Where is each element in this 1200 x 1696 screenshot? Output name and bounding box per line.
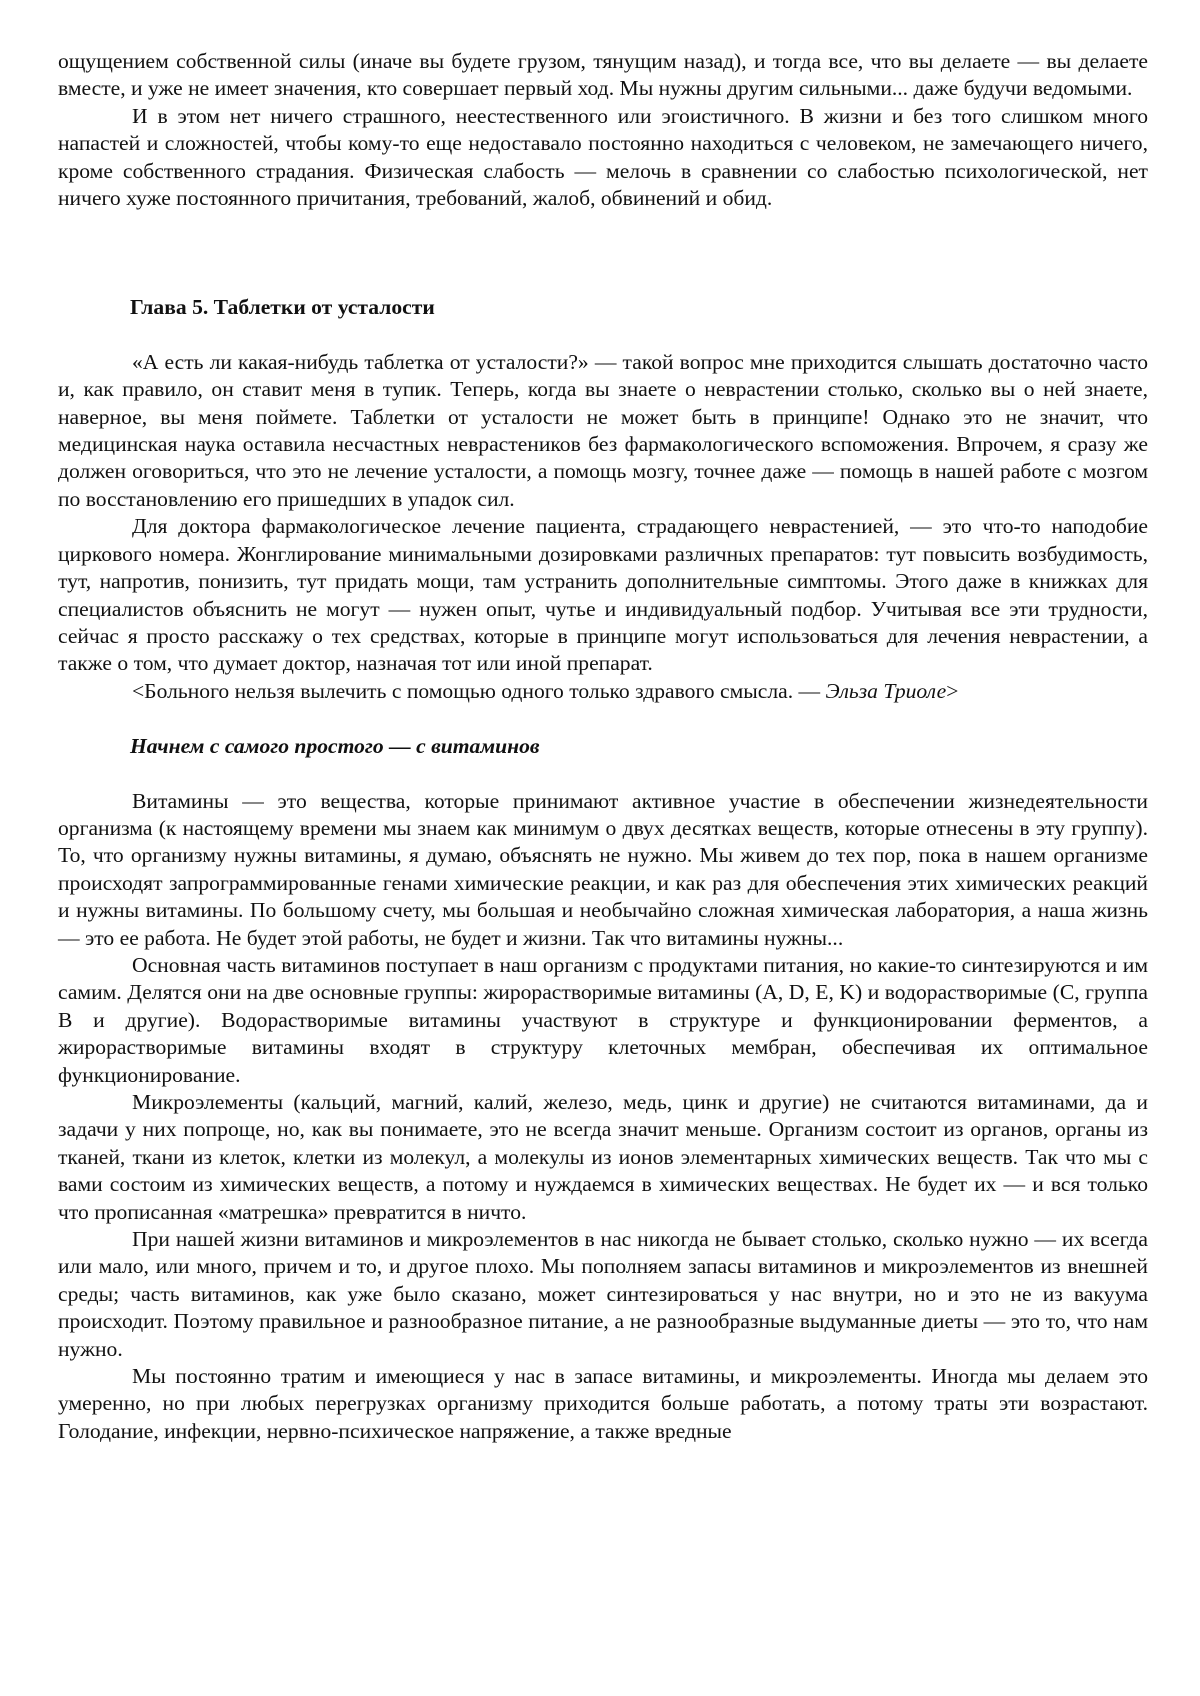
- epigraph-close: >: [946, 678, 959, 703]
- section-paragraph-4: При нашей жизни витаминов и микроэлементов в нас никогда не бывает столько, сколько нужно — их всегда или мало, или много, причем и то, и другое плохо. Мы пополняем запасы витаминов и микроэлементов из внешней среды; часть витаминов, как уже было сказано, может синтезироваться у нас внутри, но и это не из вакуума происходит. Поэтому правильное и разнообразное питание, а не разнообразные выдуманные диеты — это то, что нам нужно.: [58, 1227, 1148, 1361]
- section-title: Начнем с самого простого — с витаминов: [130, 734, 540, 759]
- chapter-paragraph-1: «А есть ли какая-нибудь таблетка от усталости?» — такой вопрос мне приходится слышать достаточно часто и, как правило, он ставит меня в тупик. Теперь, когда вы знаете о неврастении столько, сколько вы о ней знаете, наверное, вы меня поймете. Таблетки от усталости не может быть в принципе! Однако это не значит, что медицинская наука оставила несчастных неврастеников без фармакологического вспоможения. Впрочем, я сразу же должен оговориться, что это не лечение усталости, а помощь мозгу, точнее даже — помощь в нашей работе с мозгом по восстановлению его пришедших в упадок сил.: [58, 349, 1148, 511]
- section-paragraph-1: Витамины — это вещества, которые принимают активное участие в обеспечении жизнедеятельности организма (к настоящему времени мы знаем как минимум о двух десятках веществ, которые отнесены в эту группу). То, что организму нужны витамины, я думаю, объяснять не нужно. Мы живем до тех пор, пока в нашем организме происходят запрограммированные генами химические реакции, и как раз для обеспечения этих химических реакций и нужны витамины. По большому счету, мы большая и необычайно сложная химическая лаборатория, а наша жизнь — это ее работа. Не будет этой работы, не будет и жизни. Так что витамины нужны...: [58, 788, 1148, 950]
- epigraph-author: Эльза Триоле: [825, 678, 947, 703]
- epigraph-text: <Больного нельзя вылечить с помощью одного только здравого смысла. —: [132, 678, 826, 703]
- chapter-paragraph-2: Для доктора фармакологическое лечение пациента, страдающего неврастенией, — это что-то наподобие циркового номера. Жонглирование минимальными дозировками различных препаратов: тут повысить возбудимость, тут, напротив, понизить, тут придать мощи, там устранить дополнительные симптомы. Этого даже в книжках для специалистов объяснить не могут — нужен опыт, чутье и индивидуальный подбор. Учитывая все эти трудности, сейчас я просто расскажу о тех средствах, которые в принципе могут использоваться для лечения неврастении, а также о том, что думает доктор, назначая тот или иной препарат.: [58, 514, 1148, 676]
- section-body: [58, 788, 1148, 1446]
- section-paragraph-3: Микроэлементы (кальций, магний, калий, железо, медь, цинк и другие) не считаются витаминами, да и задачи у них попроще, но, как вы понимаете, это не всегда значит меньше. Организм состоит из органов, органы из тканей, ткани из клеток, клетки из молекул, а молекулы из ионов элементарных химических веществ. Так что мы с вами состоим из химических веществ, а потому и нуждаемся в химических веществах. Не будет их — и вся только что прописанная «матрешка» превратится в ничто.: [58, 1090, 1148, 1224]
- chapter-title: Глава 5. Таблетки от усталости: [130, 295, 435, 320]
- section-paragraph-5: Мы постоянно тратим и имеющиеся у нас в запасе витамины, и микроэлементы. Иногда мы делаем это умеренно, но при любых перегрузках организму приходится больше работать, а потому траты эти возрастают. Голодание, инфекции, нервно-психическое напряжение, а также вредные: [58, 1364, 1148, 1443]
- epigraph: [58, 678, 1148, 705]
- document-page: [58, 48, 1148, 1445]
- intro-paragraph-2: И в этом нет ничего страшного, неестественного или эгоистичного. В жизни и без того слишком много напастей и сложностей, чтобы кому-то еще недоставало постоянно находиться с человеком, не замечающего ничего, кроме собственного страдания. Физическая слабость — мелочь в сравнении со слабостью психологической, нет ничего хуже постоянного причитания, требований, жалоб, обвинений и обид.: [58, 103, 1148, 211]
- intro-paragraph-1: ощущением собственной силы (иначе вы будете грузом, тянущим назад), и тогда все, что вы делаете — вы делаете вместе, и уже не имеет значения, кто совершает первый ход. Мы нужны другим сильными... даже будучи ведомыми.: [58, 49, 1148, 101]
- chapter-body: [58, 349, 1148, 705]
- section-paragraph-2: Основная часть витаминов поступает в наш организм с продуктами питания, но какие-то синтезируются и им самим. Делятся они на две основные группы: жирорастворимые витамины (A, D, E, K) и водорастворимые (C, группа B и другие). Водорастворимые витамины участвуют в структуре и функционировании ферментов, а жирорастворимые витамины входят в структуру клеточных мембран, обеспечивая их оптимальное функционирование.: [58, 952, 1148, 1087]
